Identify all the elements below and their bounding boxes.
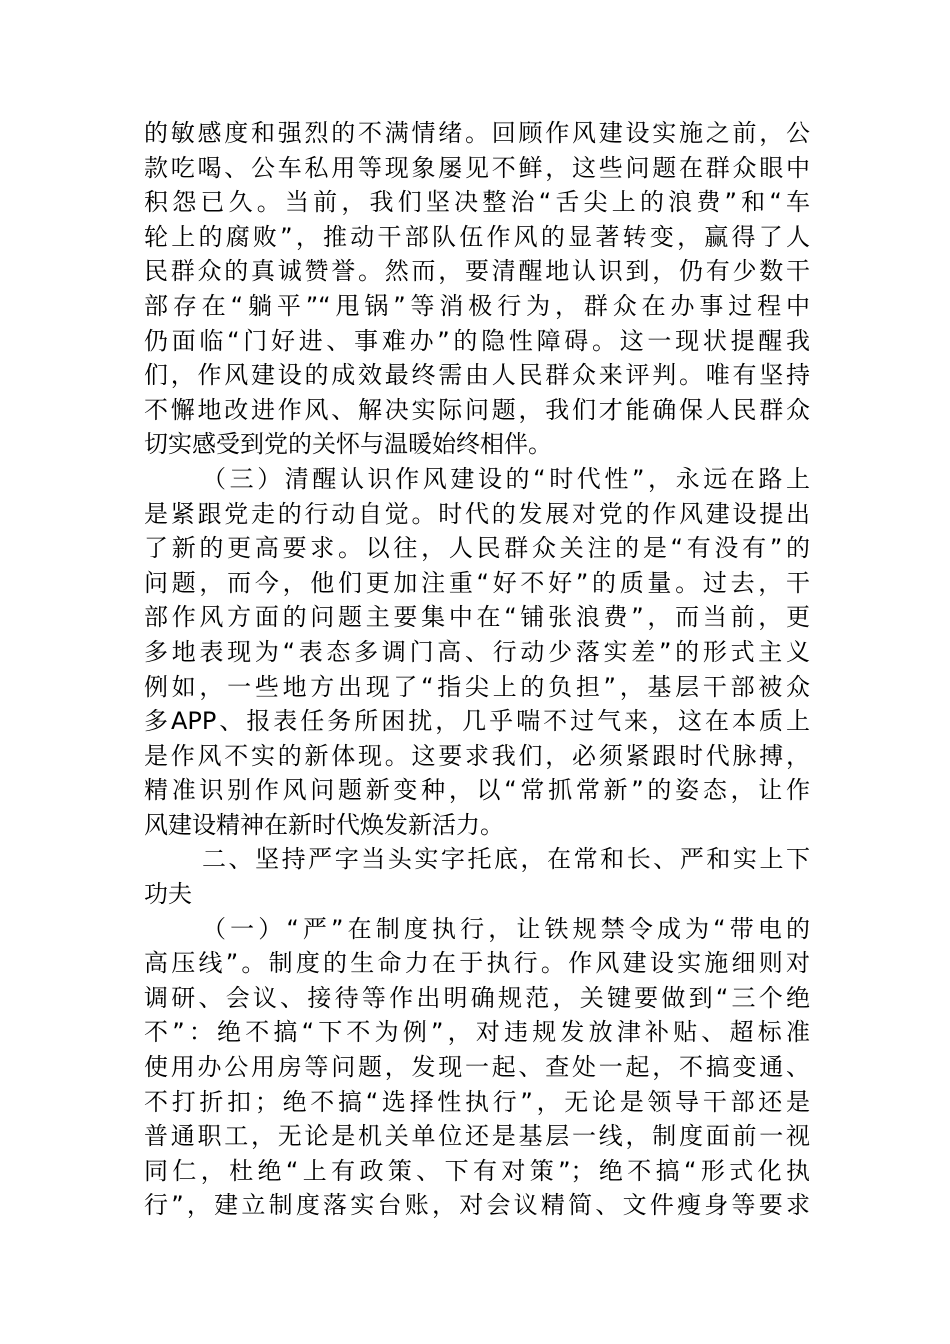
text-line: 多地表现为“表态多调门高、行动少落实差”的形式主义 <box>144 637 810 666</box>
text-line: 调研、会议、接待等作出明确规范，关键要做到“三个绝 <box>144 983 810 1012</box>
text-line: 例如，一些地方出现了“指尖上的负担”，基层干部被众 <box>144 672 810 701</box>
text-line: 民群众的真诚赞誉。然而，要清醒地认识到，仍有少数干 <box>144 257 810 286</box>
text-line: 切实感受到党的关怀与温暖始终相伴。 <box>144 430 552 459</box>
text-line: 仍面临“门好进、事难办”的隐性障碍。这一现状提醒我 <box>144 326 810 355</box>
body-text <box>144 116 810 1223</box>
text-line: 款吃喝、公车私用等现象屡见不鲜，这些问题在群众眼中 <box>144 153 810 182</box>
text-line: 是作风不实的新体现。这要求我们，必须紧跟时代脉搏， <box>144 741 810 770</box>
text-line: 轮上的腐败”，推动干部队伍作风的显著转变，赢得了人 <box>144 222 810 251</box>
text-line: 不”：绝不搞“下不为例”，对违规发放津补贴、超标准 <box>144 1018 810 1047</box>
text-line: 高压线”。制度的生命力在于执行。作风建设实施细则对 <box>144 949 810 978</box>
text-line: 部作风方面的问题主要集中在“铺张浪费”，而当前，更 <box>144 603 810 632</box>
section-heading-1: （一）“严”在制度执行，让铁规禁令成为“带电的 <box>202 914 810 943</box>
text-line: 风建设精神在新时代焕发新活力。 <box>144 810 504 839</box>
text-line: 普通职工，无论是机关单位还是基层一线，制度面前一视 <box>144 1122 810 1151</box>
text-line: 行”，建立制度落实台账，对会议精简、文件瘦身等要求 <box>144 1191 810 1220</box>
text-line: 部存在“躺平”“甩锅”等消极行为，群众在办事过程中 <box>144 291 810 320</box>
section-heading-2: 二、坚持严字当头实字托底，在常和长、严和实上下 <box>202 845 810 874</box>
text-line: 问题，而今，他们更加注重“好不好”的质量。过去，干 <box>144 568 810 597</box>
text-line: 积怨已久。当前，我们坚决整治“舌尖上的浪费”和“车 <box>144 188 810 217</box>
text-line: 们，作风建设的成效最终需由人民群众来评判。唯有坚持 <box>144 361 810 390</box>
text-line: 是紧跟党走的行动自觉。时代的发展对党的作风建设提出 <box>144 499 810 528</box>
text-line: 了新的更高要求。以往，人民群众关注的是“有没有”的 <box>144 534 810 563</box>
text-line: 多APP、报表任务所困扰，几乎喘不过气来，这在本质上 <box>144 707 810 736</box>
text-line: 的敏感度和强烈的不满情绪。回顾作风建设实施之前，公 <box>144 119 810 147</box>
text-line: 使用办公用房等问题，发现一起、查处一起，不搞变通、 <box>144 1053 810 1082</box>
text-line: 不懈地改进作风、解决实际问题，我们才能确保人民群众 <box>144 395 810 424</box>
text-line: 精准识别作风问题新变种，以“常抓常新”的姿态，让作 <box>144 776 810 805</box>
text-line: 同仁，杜绝“上有政策、下有对策”；绝不搞“形式化执 <box>144 1156 810 1185</box>
text-line: 不打折扣；绝不搞“选择性执行”，无论是领导干部还是 <box>144 1087 810 1116</box>
section-heading-3: （三）清醒认识作风建设的“时代性”，永远在路上 <box>202 464 810 493</box>
text-line: 功夫 <box>144 880 192 909</box>
